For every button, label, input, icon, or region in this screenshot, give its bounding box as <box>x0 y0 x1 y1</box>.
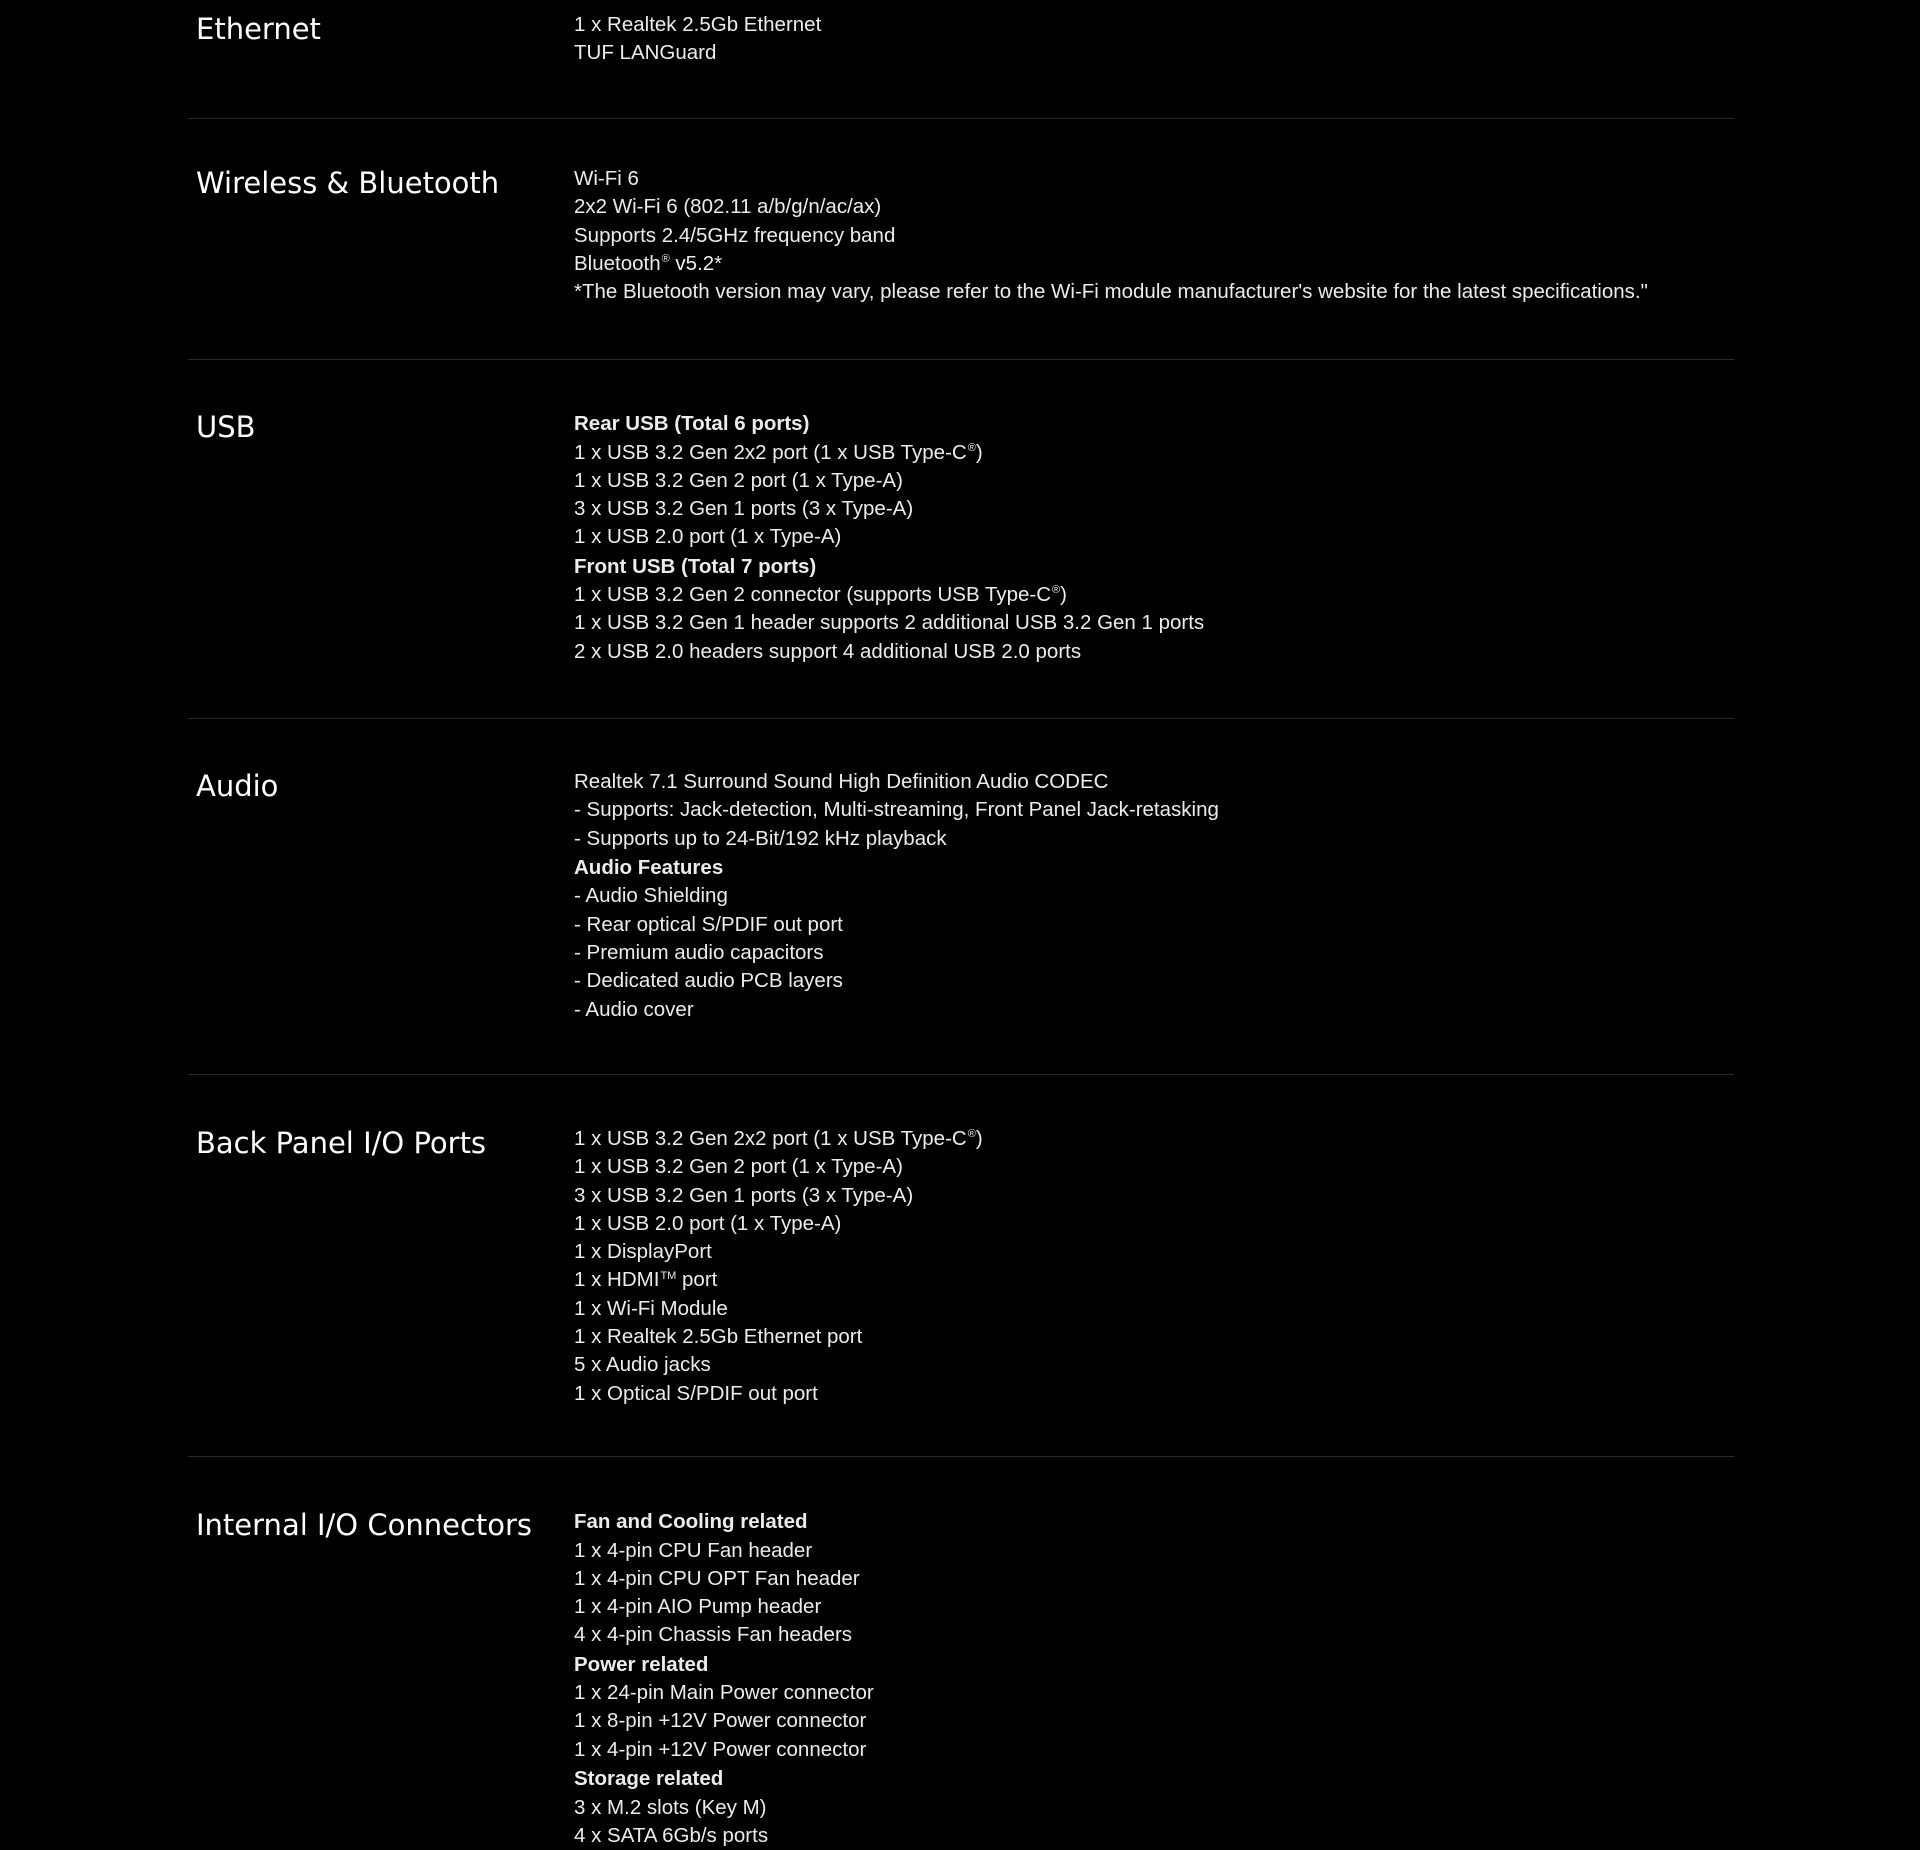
spec-line: 1 x Realtek 2.5Gb Ethernet <box>574 13 822 36</box>
spec-line: 2x2 Wi-Fi 6 (802.11 a/b/g/n/ac/ax) <box>574 195 882 219</box>
trademark-mark: TM <box>660 1269 677 1282</box>
spec-line: 5 x Audio jacks <box>574 1353 711 1377</box>
spec-title: Audio <box>196 769 279 803</box>
spec-table <box>188 0 1734 1850</box>
spec-row-back-panel-io <box>188 1075 1734 1457</box>
spec-body <box>574 1125 1734 1456</box>
spec-line: 1 x Optical S/PDIF out port <box>574 1381 818 1405</box>
spec-line-text: 1 x USB 3.2 Gen 2x2 port (1 x USB Type-C <box>574 1127 967 1150</box>
spec-line: - Dedicated audio PCB layers <box>574 969 843 993</box>
registered-mark: ® <box>661 253 670 266</box>
spec-row-wireless-bluetooth <box>188 119 1734 360</box>
spec-line: Realtek 7.1 Surround Sound High Definition Audio CODEC <box>574 770 1109 793</box>
spec-line: 1 x 4-pin AIO Pump header <box>574 1595 822 1619</box>
spec-line: 1 x USB 3.2 Gen 2 port (1 x Type-A) <box>574 468 903 492</box>
spec-title: USB <box>196 410 256 444</box>
spec-row-ethernet <box>188 0 1734 119</box>
spec-body <box>574 1507 1734 1850</box>
spec-line-text-after: port <box>676 1268 718 1292</box>
spec-body <box>574 768 1734 1074</box>
registered-mark: ® <box>1052 584 1061 597</box>
spec-row-audio <box>188 719 1734 1075</box>
spec-line: 1 x 4-pin CPU Fan header <box>574 1538 813 1562</box>
spec-line: Wi-Fi 6 <box>574 167 639 190</box>
spec-line: - Audio cover <box>574 997 694 1021</box>
spec-line <box>574 1266 1734 1294</box>
spec-line-text: 1 x HDMI <box>574 1268 660 1292</box>
spec-line-text: Bluetooth <box>574 251 661 275</box>
registered-mark: ® <box>967 441 976 454</box>
spec-row-internal-io <box>188 1457 1734 1850</box>
spec-line: 1 x 4-pin CPU OPT Fan header <box>574 1566 860 1590</box>
spec-line: - Supports up to 24-Bit/192 kHz playback <box>574 826 947 850</box>
spec-line-text: 1 x USB 3.2 Gen 2x2 port (1 x USB Type-C <box>574 440 967 464</box>
spec-line <box>574 439 1734 467</box>
spec-line: 2 x USB 2.0 headers support 4 additional USB 2.0 ports <box>574 639 1082 663</box>
spec-line: 3 x USB 3.2 Gen 1 ports (3 x Type-A) <box>574 1183 914 1207</box>
spec-line: 1 x DisplayPort <box>574 1240 712 1264</box>
registered-mark: ® <box>967 1128 976 1141</box>
spec-line: 1 x 24-pin Main Power connector <box>574 1681 874 1705</box>
spec-line: 1 x Wi-Fi Module <box>574 1296 728 1320</box>
spec-line <box>574 1125 1734 1153</box>
spec-line: 1 x 8-pin +12V Power connector <box>574 1709 867 1733</box>
spec-line: 1 x USB 2.0 port (1 x Type-A) <box>574 1211 842 1235</box>
spec-line: 1 x 4-pin +12V Power connector <box>574 1737 867 1761</box>
spec-title: Back Panel I/O Ports <box>196 1126 487 1160</box>
spec-line-text: 1 x USB 3.2 Gen 2 connector (supports USB Type-C <box>574 583 1052 607</box>
spec-line-text-after: ) <box>975 440 983 464</box>
spec-subheading: Rear USB (Total 6 ports) <box>574 412 810 435</box>
spec-line: - Audio Shielding <box>574 884 728 908</box>
spec-line <box>574 581 1734 609</box>
spec-line: 3 x USB 3.2 Gen 1 ports (3 x Type-A) <box>574 497 914 521</box>
spec-line: TUF LANGuard <box>574 41 717 65</box>
spec-line: 4 x SATA 6Gb/s ports <box>574 1823 769 1847</box>
spec-line: 1 x Realtek 2.5Gb Ethernet port <box>574 1325 863 1349</box>
spec-line <box>574 250 1734 278</box>
spec-line: 3 x M.2 slots (Key M) <box>574 1795 767 1819</box>
spec-body <box>574 409 1734 718</box>
spec-line: 4 x 4-pin Chassis Fan headers <box>574 1623 853 1647</box>
spec-subheading: Front USB (Total 7 ports) <box>574 554 817 578</box>
spec-row-usb <box>188 360 1734 719</box>
spec-line: *The Bluetooth version may vary, please refer to the Wi-Fi module manufacturer's website for the latest specifications." <box>574 280 1648 304</box>
spec-title: Ethernet <box>196 12 321 46</box>
spec-line: - Supports: Jack-detection, Multi-streaming, Front Panel Jack-retasking <box>574 798 1219 822</box>
spec-line-text-after: ) <box>1060 583 1067 607</box>
spec-line: - Rear optical S/PDIF out port <box>574 912 843 936</box>
spec-line: 1 x USB 3.2 Gen 1 header supports 2 additional USB 3.2 Gen 1 ports <box>574 611 1205 635</box>
spec-subheading: Storage related <box>574 1767 724 1791</box>
spec-subheading: Power related <box>574 1652 709 1676</box>
spec-line-text-after: v5.2* <box>669 251 723 275</box>
spec-subheading: Fan and Cooling related <box>574 1510 808 1533</box>
spec-line: 1 x USB 3.2 Gen 2 port (1 x Type-A) <box>574 1155 903 1179</box>
spec-line-text-after: ) <box>975 1127 983 1150</box>
spec-line: Supports 2.4/5GHz frequency band <box>574 223 896 247</box>
spec-line: - Premium audio capacitors <box>574 940 824 964</box>
spec-body <box>574 165 1734 359</box>
spec-line: 1 x USB 2.0 port (1 x Type-A) <box>574 525 842 549</box>
spec-body <box>574 11 1734 118</box>
spec-title: Wireless & Bluetooth <box>196 166 500 200</box>
spec-subheading: Audio Features <box>574 855 724 879</box>
spec-title: Internal I/O Connectors <box>196 1508 533 1542</box>
